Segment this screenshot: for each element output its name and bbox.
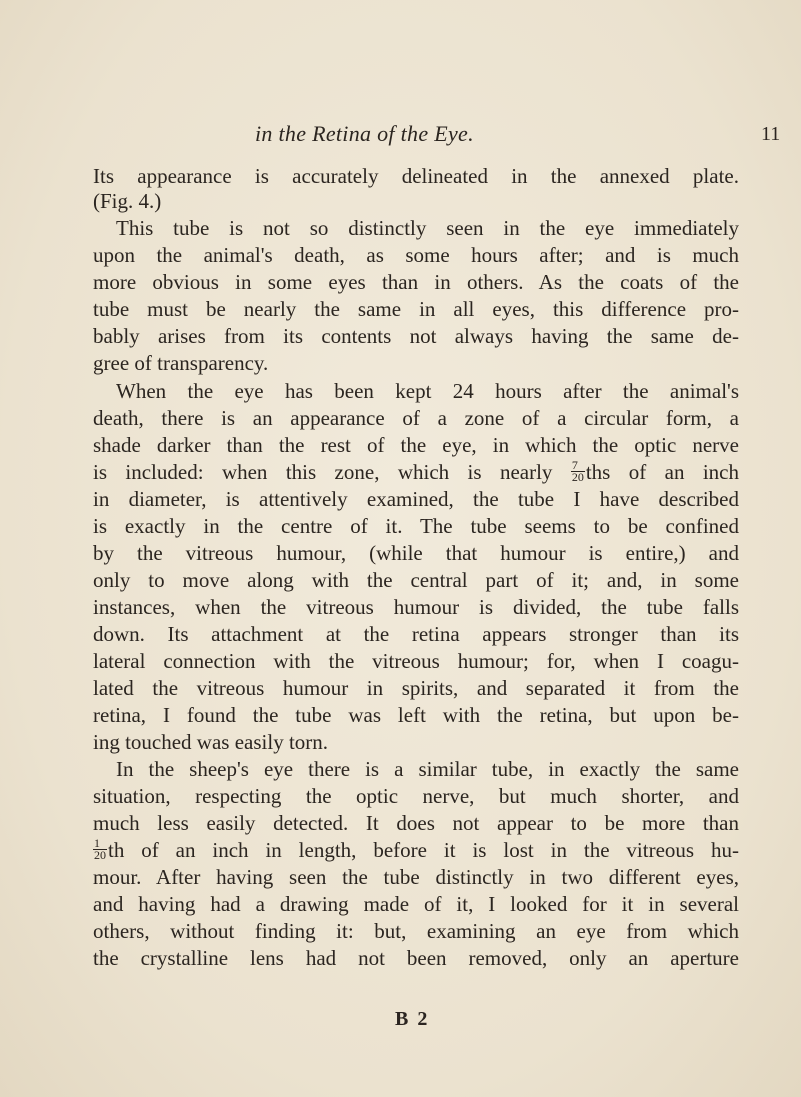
text-line: death, there is an appearance of a zone of a circular form, a (93, 406, 739, 430)
text-line: only to move along with the central part of it; and, in some (93, 568, 739, 592)
text-line: mour. After having seen the tube distinctly in two different eyes, (93, 865, 739, 889)
text-line: gree of transparency. (93, 351, 269, 375)
text-line: retina, I found the tube was left with the retina, but upon be- (93, 703, 739, 727)
signature-mark: B 2 (395, 1008, 430, 1030)
text-line: lateral connection with the vitreous humour; for, when I coagu- (93, 649, 739, 673)
text-line: This tube is not so distinctly seen in the eye immediately (116, 216, 739, 240)
text-segment: th of an inch in length, before it is lost in the vitreous hu- (108, 838, 739, 862)
text-line: Its appearance is accurately delineated in the annexed plate. (93, 164, 739, 188)
text-line: In the sheep's eye there is a similar tube, in exactly the same (116, 757, 739, 781)
text-line: is exactly in the centre of it. The tube seems to be confined (93, 514, 739, 538)
text-line: bably arises from its contents not always having the same de- (93, 324, 739, 348)
fraction-numerator: 1 (93, 838, 107, 850)
text-line: much less easily detected. It does not appear to be more than (93, 811, 739, 835)
text-line: down. Its attachment at the retina appears stronger than its (93, 622, 739, 646)
fraction (571, 460, 585, 483)
text-line (93, 460, 739, 484)
fraction (93, 838, 107, 861)
text-line: shade darker than the rest of the eye, in which the optic nerve (93, 433, 739, 457)
text-line: in diameter, is attentively examined, the tube I have described (93, 487, 739, 511)
text-line: tube must be nearly the same in all eyes, this difference pro- (93, 297, 739, 321)
page-number: 11 (761, 123, 781, 145)
text-line: instances, when the vitreous humour is divided, the tube falls (93, 595, 739, 619)
running-head: in the Retina of the Eye. (255, 121, 474, 146)
text-line: (Fig. 4.) (93, 189, 162, 213)
text-line: more obvious in some eyes than in others. As the coats of the (93, 270, 739, 294)
text-line: and having had a drawing made of it, I looked for it in several (93, 892, 739, 916)
fraction-denominator: 20 (571, 470, 584, 484)
text-line: others, without finding it: but, examining an eye from which (93, 919, 739, 943)
text-line: When the eye has been kept 24 hours after the animal's (116, 379, 739, 403)
text-line: by the vitreous humour, (while that humour is entire,) and (93, 541, 739, 565)
fraction-denominator: 20 (94, 848, 106, 862)
text-line: lated the vitreous humour in spirits, and separated it from the (93, 676, 739, 700)
text-segment: is included: when this zone, which is nearly (93, 460, 553, 484)
text-line: ing touched was easily torn. (93, 730, 329, 754)
text-line (93, 838, 739, 862)
text-line: upon the animal's death, as some hours after; and is much (93, 243, 739, 267)
text-line: situation, respecting the optic nerve, but much shorter, and (93, 784, 739, 808)
text-line: the crystalline lens had not been removed, only an aperture (93, 946, 739, 970)
text-segment: ths of an inch (585, 460, 740, 484)
fraction-numerator: 7 (571, 460, 585, 472)
